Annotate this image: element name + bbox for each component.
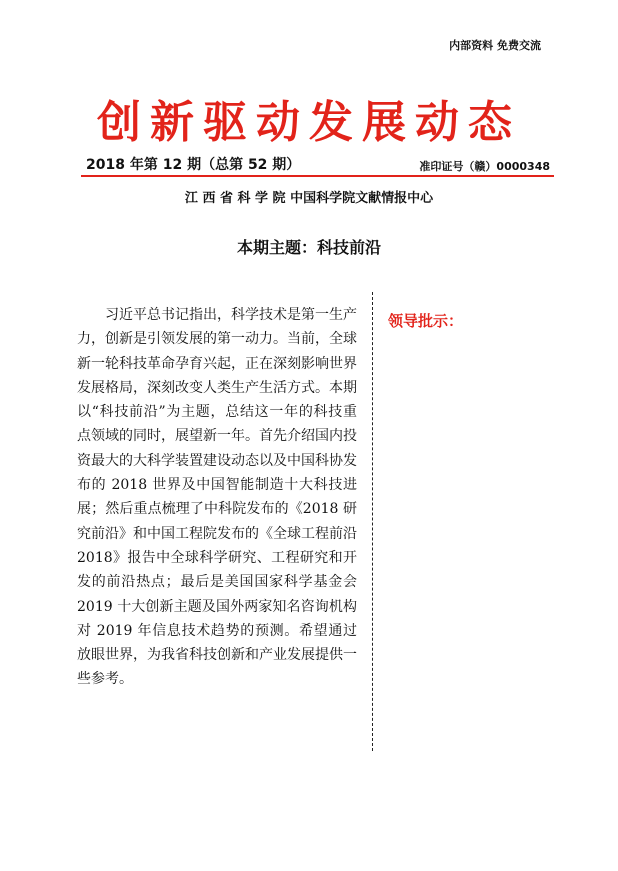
distribution-notice: 内部资料 免费交流 — [449, 39, 541, 52]
permit-number: 准印证号（赣）0000348 — [419, 160, 550, 173]
header-rule — [81, 175, 554, 177]
column-divider — [372, 292, 373, 751]
publisher-line: 江 西 省 科 学 院 中国科学院文献情报中心 — [184, 191, 434, 206]
intro-paragraph: 习近平总书记指出，科学技术是第一生产力，创新是引领发展的第一动力。当前，全球新一轮科技革命孕育兴起，正在深刻影响世界发展格局，深刻改变人类生产生活方式。本期以“科技前沿”为主题，总结这一年的科技重点领域的同时，展望新一年。首先介绍国内投资最大的大科学装置建设动态以及中国科协发布的 2018 世界及中国智能制造十大科技进展；然后重点梳理了中科院发布的《2018 研究前沿》和中国工程院发布的《全球工程前沿 2018》报告中全球科学研究、工程研究和开发的前沿热点；最后是美国国家科学基金会 2019 十大创新主题及国外两家知名咨询机构对 2019 年信息技术趋势的预测。希望通过放眼世界，为我省科技创新和产业发展提供一些参考。 — [77, 307, 357, 688]
leader-approval-label: 领导批示： — [388, 312, 464, 330]
issue-topic: 本期主题：科技前沿 — [236, 238, 381, 257]
issue-row — [86, 156, 552, 174]
issue-number: 2018 年第 12 期（总第 52 期） — [86, 157, 301, 173]
publication-masthead: 创新驱动发展动态 — [97, 97, 521, 148]
